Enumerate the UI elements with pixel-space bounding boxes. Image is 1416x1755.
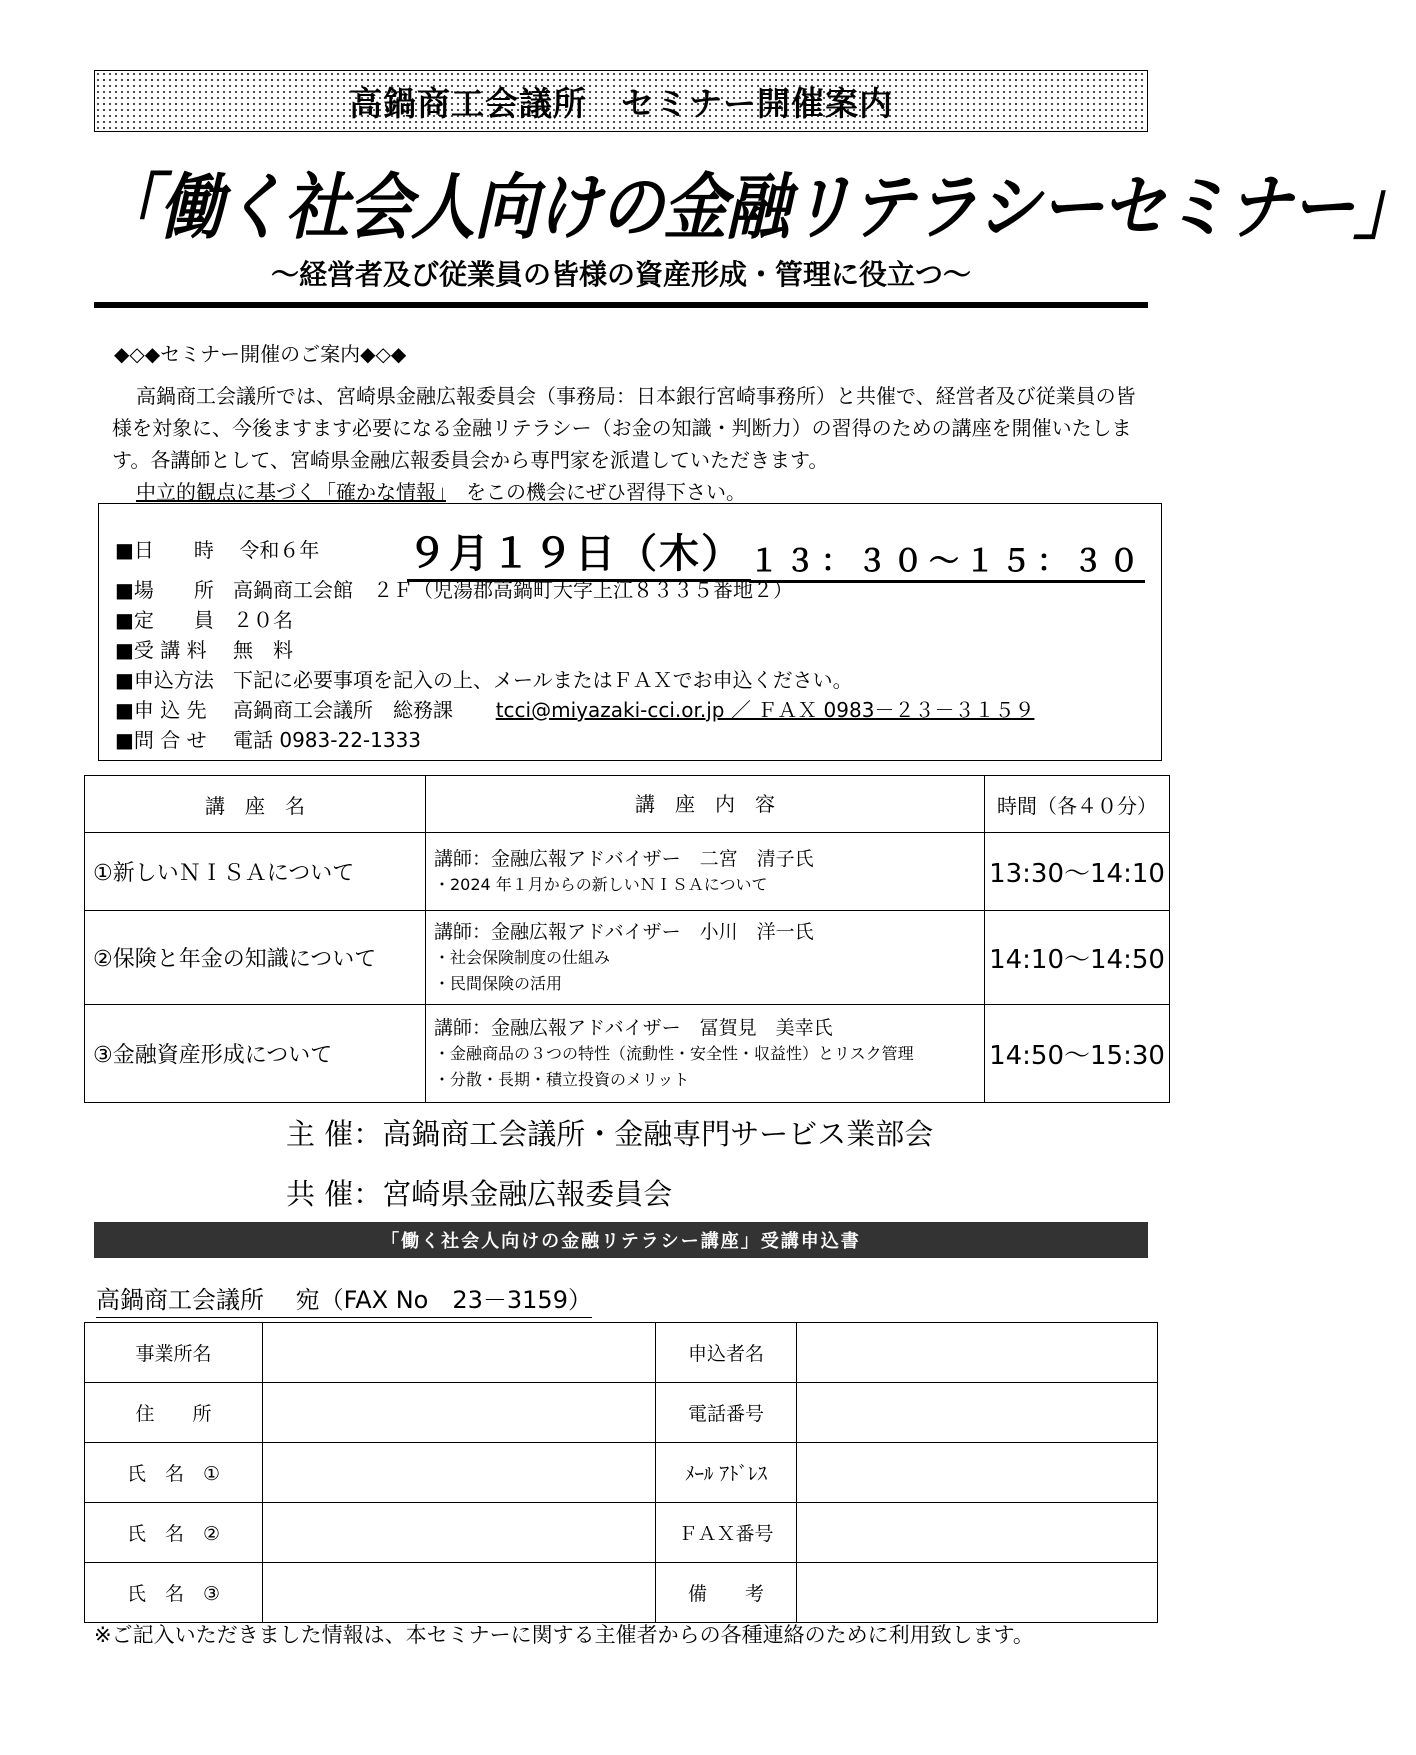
info-place-row bbox=[115, 574, 793, 603]
course-name: ②保険と年金の知識について bbox=[85, 911, 426, 1005]
form-label: 氏 名 ③ bbox=[85, 1563, 263, 1623]
form-label: 事業所名 bbox=[85, 1323, 263, 1383]
date-label: ■日 時 bbox=[115, 538, 214, 562]
course-name: ③金融資産形成について bbox=[85, 1005, 426, 1103]
info-inquiry-row bbox=[115, 724, 421, 753]
place-label: ■場 所 bbox=[115, 578, 214, 602]
course-point: ・民間保険の活用 bbox=[434, 973, 563, 993]
intro-underlined: 中立的観点に基づく「確かな情報」 bbox=[136, 480, 446, 504]
header-banner bbox=[94, 70, 1148, 132]
info-method-row bbox=[115, 664, 853, 693]
form-label: ﾒｰﾙ ｱﾄﾞﾚｽ bbox=[656, 1443, 797, 1503]
place-value: 高鍋商工会館 ２Ｆ（児湯郡高鍋町大字上江８３３５番地２） bbox=[233, 578, 793, 602]
name-2-field[interactable] bbox=[263, 1503, 656, 1563]
fee-value: 無 料 bbox=[233, 638, 293, 662]
remarks-field[interactable] bbox=[797, 1563, 1158, 1623]
intro-text bbox=[112, 380, 1147, 508]
intro-paragraph: 高鍋商工会議所では、宮崎県金融広報委員会（事務局：日本銀行宮崎事務所）と共催で、経営者及び従業員の皆様を対象に、今後ますます必要になる金融リテラシー（お金の知識・判断力）の習得のための講座を開催いたします。各講師として、宮崎県金融広報委員会から専門家を派遣していただきます。 bbox=[112, 384, 1136, 472]
form-row bbox=[85, 1443, 1158, 1503]
intro-closing: をこの機会にぜひ習得下さい。 bbox=[446, 480, 746, 504]
course-point: ・2024 年１月からの新しいＮＩＳＡについて bbox=[434, 874, 768, 894]
course-time: 14:50～15:30 bbox=[985, 1005, 1170, 1103]
course-content bbox=[426, 833, 985, 911]
contact-link[interactable]: tcci@miyazaki-cci.or.jp ／ ＦＡＸ 0983－２３－３１５９ bbox=[495, 698, 1035, 722]
course-lecturer: 講師：金融広報アドバイザー 冨賀見 美幸氏 bbox=[434, 1016, 833, 1039]
to-label: ■申 込 先 bbox=[115, 698, 207, 722]
form-row bbox=[85, 1503, 1158, 1563]
info-capacity-row bbox=[115, 604, 293, 633]
course-point: ・分散・長期・積立投資のメリット bbox=[434, 1069, 690, 1089]
cohost-organizer: 共 催：宮崎県金融広報委員会 bbox=[286, 1177, 673, 1211]
name-3-field[interactable] bbox=[263, 1563, 656, 1623]
to-value: 高鍋商工会議所 総務課 bbox=[233, 698, 453, 722]
capacity-label: ■定 員 bbox=[115, 608, 214, 632]
table-row bbox=[85, 1005, 1170, 1103]
form-label: 住 所 bbox=[85, 1383, 263, 1443]
course-point: ・金融商品の３つの特性（流動性・安全性・収益性）とリスク管理 bbox=[434, 1043, 914, 1063]
table-row bbox=[85, 911, 1170, 1005]
course-name: ①新しいＮＩＳＡについて bbox=[85, 833, 426, 911]
banner-text: 高鍋商工会議所 セミナー開催案内 bbox=[349, 83, 893, 123]
form-label: 申込者名 bbox=[656, 1323, 797, 1383]
intro-heading: ◆◇◆セミナー開催のご案内◆◇◆ bbox=[114, 342, 407, 366]
application-form bbox=[84, 1322, 1158, 1623]
form-label: 氏 名 ① bbox=[85, 1443, 263, 1503]
form-label: ＦＡＸ番号 bbox=[656, 1503, 797, 1563]
info-to-row bbox=[115, 694, 1034, 723]
header-time: 時間（各４０分） bbox=[985, 776, 1170, 833]
method-value: 下記に必要事項を記入の上、メールまたはＦＡＸでお申込ください。 bbox=[233, 668, 853, 692]
application-addressee: 高鍋商工会議所 宛（FAX No 23－3159） bbox=[96, 1280, 592, 1318]
form-label: 電話番号 bbox=[656, 1383, 797, 1443]
applicant-name-field[interactable] bbox=[797, 1323, 1158, 1383]
form-label: 氏 名 ② bbox=[85, 1503, 263, 1563]
date-era: 令和６年 bbox=[239, 538, 320, 562]
seminar-table bbox=[84, 775, 1170, 1103]
info-date-row bbox=[115, 531, 1145, 579]
name-1-field[interactable] bbox=[263, 1443, 656, 1503]
capacity-value: ２０名 bbox=[233, 608, 293, 632]
date-time: １３：３０～１５：３０ bbox=[749, 536, 1145, 583]
table-header-row bbox=[85, 776, 1170, 833]
info-fee-row bbox=[115, 634, 293, 663]
phone-field[interactable] bbox=[797, 1383, 1158, 1443]
form-row bbox=[85, 1383, 1158, 1443]
fee-label: ■受 講 料 bbox=[115, 638, 207, 662]
course-lecturer: 講師：金融広報アドバイザー 小川 洋一氏 bbox=[434, 920, 814, 943]
form-row bbox=[85, 1323, 1158, 1383]
course-content bbox=[426, 1005, 985, 1103]
course-lecturer: 講師：金融広報アドバイザー 二宮 清子氏 bbox=[434, 847, 814, 870]
fax-field[interactable] bbox=[797, 1503, 1158, 1563]
course-time: 14:10～14:50 bbox=[985, 911, 1170, 1005]
address-field[interactable] bbox=[263, 1383, 656, 1443]
page-subtitle: ～経営者及び従業員の皆様の資産形成・管理に役立つ～ bbox=[270, 258, 971, 291]
privacy-note: ※ご記入いただきました情報は、本セミナーに関する主催者からの各種連絡のために利用致します。 bbox=[94, 1623, 1034, 1647]
business-name-field[interactable] bbox=[263, 1323, 656, 1383]
header-divider bbox=[94, 302, 1148, 308]
course-time: 13:30～14:10 bbox=[985, 833, 1170, 911]
form-label: 備 考 bbox=[656, 1563, 797, 1623]
email-field[interactable] bbox=[797, 1443, 1158, 1503]
info-box bbox=[98, 503, 1162, 761]
page-title: 「働く社会人向けの金融リテラシーセミナー」 bbox=[96, 166, 1416, 250]
header-course-content: 講 座 内 容 bbox=[426, 776, 985, 833]
header-course-name: 講 座 名 bbox=[85, 776, 426, 833]
inquiry-value: 電話 0983-22-1333 bbox=[233, 728, 422, 752]
inquiry-label: ■問 合 せ bbox=[115, 728, 207, 752]
host-organizer: 主 催：高鍋商工会議所・金融専門サービス業部会 bbox=[286, 1117, 934, 1151]
course-content bbox=[426, 911, 985, 1005]
date-big: ９月１９日（木） bbox=[407, 522, 751, 582]
application-title-bar: 「働く社会人向けの金融リテラシー講座」受講申込書 bbox=[94, 1222, 1148, 1258]
form-row bbox=[85, 1563, 1158, 1623]
course-point: ・社会保険制度の仕組み bbox=[434, 947, 611, 967]
method-label: ■申込方法 bbox=[115, 668, 214, 692]
table-row bbox=[85, 833, 1170, 911]
